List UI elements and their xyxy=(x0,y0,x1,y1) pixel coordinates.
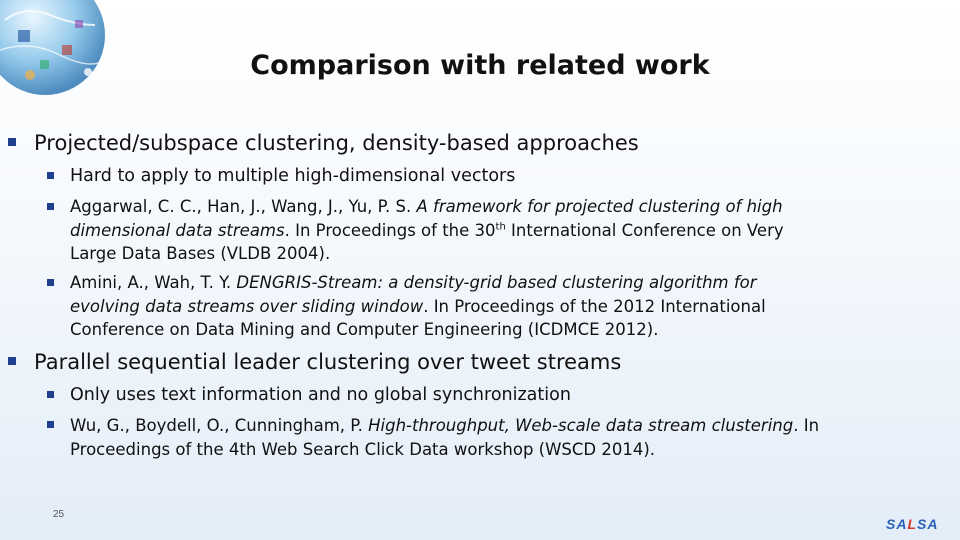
reference-authors: Amini, A., Wah, T. Y. xyxy=(70,273,237,292)
reference-title: High-throughput, Web-scale data stream clustering xyxy=(368,416,794,435)
reference-venue-end: Proceedings of the 4th Web Search Click Data workshop (WSCD 2014). xyxy=(70,439,656,459)
bullet-text: Projected/subspace clustering, density-based approaches xyxy=(34,131,639,155)
bullet-marker-icon xyxy=(8,138,16,146)
reference-venue: . In Proceedings of the 2012 International xyxy=(423,296,766,316)
bullet-marker-icon xyxy=(47,279,54,286)
bullet-projected-clustering xyxy=(34,130,639,156)
reference-title: DENGRIS-Stream: a density-grid based clustering algorithm for xyxy=(236,273,757,292)
bullet-text: Parallel sequential leader clustering over tweet streams xyxy=(34,350,622,374)
bullet-hard-to-apply xyxy=(70,165,515,188)
page-number: 25 xyxy=(53,509,65,520)
reference-venue: . In xyxy=(793,416,820,435)
reference-venue: . In Proceedings of the 30 xyxy=(284,220,496,240)
reference-aggarwal xyxy=(70,195,940,266)
bullet-marker-icon xyxy=(47,172,54,179)
reference-amini xyxy=(70,271,940,342)
reference-ordinal: th xyxy=(495,221,506,232)
reference-title-continued: dimensional data streams xyxy=(70,220,285,240)
bullet-parallel-leader-clustering xyxy=(34,349,621,375)
slide-title: Comparison with related work xyxy=(250,50,710,81)
reference-venue-end: Large Data Bases (VLDB 2004). xyxy=(70,244,331,263)
reference-title-continued: evolving data streams over sliding window xyxy=(70,296,424,316)
bullet-marker-icon xyxy=(47,203,54,210)
bullet-text: Hard to apply to multiple high-dimensional vectors xyxy=(70,166,516,186)
reference-wu xyxy=(70,414,940,461)
reference-title: A framework for projected clustering of high xyxy=(416,197,783,216)
bullet-marker-icon xyxy=(47,391,54,398)
bullet-text: Only uses text information and no global synchronization xyxy=(70,385,571,405)
reference-venue-continued: International Conference on Very xyxy=(505,220,784,240)
bullet-marker-icon xyxy=(47,421,54,428)
salsa-logo: SALSA xyxy=(886,516,939,532)
reference-authors: Wu, G., Boydell, O., Cunningham, P. xyxy=(70,416,369,435)
bullet-marker-icon xyxy=(8,357,16,365)
bullet-only-text xyxy=(70,384,571,407)
reference-authors: Aggarwal, C. C., Han, J., Wang, J., Yu, P. S. xyxy=(70,197,417,216)
reference-venue-end: Conference on Data Mining and Computer Engineering (ICDMCE 2012). xyxy=(70,320,659,339)
